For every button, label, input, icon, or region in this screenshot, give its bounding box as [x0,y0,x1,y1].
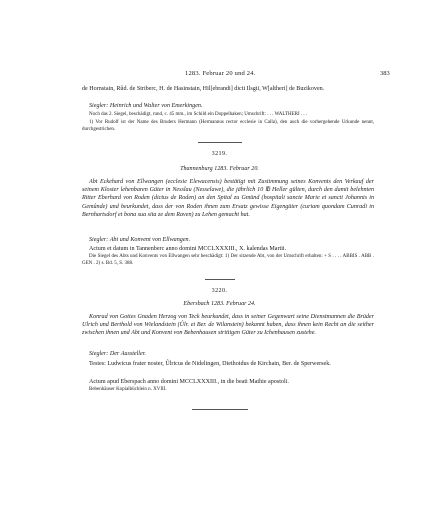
separator-rule [192,409,248,410]
previous-document-footnote: 1) Vor Rudolf ist der Name des Bruders Hermann (Hermannus rector ecclesie in Calla), den auch die vorhergehende Urkunde nennt, durchgestrichen. [82,120,374,132]
previous-document-seal-note: Noch das 2. Siegel, beschädigt, rund, c. 45 mm., im Schild ein Doppelhaken; Umschrift: . . . WALTHERI . . . [89,112,308,117]
actum-3219: Actum et datum in Tannenberc anno domini MCCLXXXIII., X. kalendas Martii. [89,246,287,252]
separator-rule [205,279,235,280]
separator-rule [198,142,242,143]
running-header [0,70,439,80]
running-title: 1283. Februar 20 und 24. [185,70,256,77]
previous-document-witnesses: de Hornstain, Rûd. de Striberc, H. de Hasinstain, Hil[ebrandi] dicti Ilsgii, W[altheri] de Buzikoven. [82,86,325,92]
actum-3220: Actum apud Eberspach anno domini MCCLXXXIII., in die beati Mathie apostoli. [89,379,289,385]
witnesses-3220: Testes: Ludwicus frater noster, Ûlricus de Nidelingen, Diethoidus de Kirchain, Ber. de Sperwersek. [89,361,331,367]
source-3220: Bebenhäuser Kopialbüchlein n. XVIII. [89,387,167,392]
document-number-3220: 3220. [211,288,228,294]
summary-3220: Konrad von Gottes Gnaden Herzog von Teck beurkundet, dass in seiner Gegenwart seine Dienstmannen die Brüder Ulrich und Berthold von Wielandstein (Ûlr. et Ber. de Wilanstein) bekannt haben, dass ihnen kein Recht an die seither zwischen ihnen und Abt und Konvent von Bebenhausen strittigen Güter zu Ichenhausen zustehe. [82,314,374,337]
summary-3219: Abt Eckehard von Ellwangen (ecclesie Elewacensis) bestätigt mit Zustimmung seines Konvents den Verkauf der seinem Kloster lehenbaren Güter in Nesslau (Nesselawe), die jährlich 10 ℔ Heller gülten, durch den damit belehnten Ritter Eberhard von Roden (dictus de Roden) an den Spital zu Gmünd (hospitali sancte Marie et sancti Johannis in Gemûnde) und beurkundet, dass der von Roden ihnen zum Ersatz gewisse Eigengüter (curiam quondam Cunradi in Bernhartsdorf et bona sua sita ze dem Raven) zu Lehen gemacht hat. [82,179,374,218]
previous-document-sealer: Siegler: Heinrich und Walter von Emerkingen. [89,103,203,109]
dateline-3219: Thannenburg 1283. Februar 20. [180,166,259,172]
sealer-3220: Siegler: Der Aussteller. [89,351,146,357]
seal-note-3219: Die Siegel des Abts und Konvents von Ellwangen sehr beschädigt: 1) Der sitzende Abt, von der Umschrift erhalten: + S . . . . ABBIS . ABB . GEN . 2) s. Bd. 5, S. 388. [82,254,374,266]
sealer-3219: Siegler: Abt und Konvent von Ellwangen. [89,237,191,243]
page-number: 383 [380,70,390,77]
document-number-3219: 3219. [211,151,228,157]
dateline-3220: Ebersbach 1283. Februar 24. [183,301,256,307]
